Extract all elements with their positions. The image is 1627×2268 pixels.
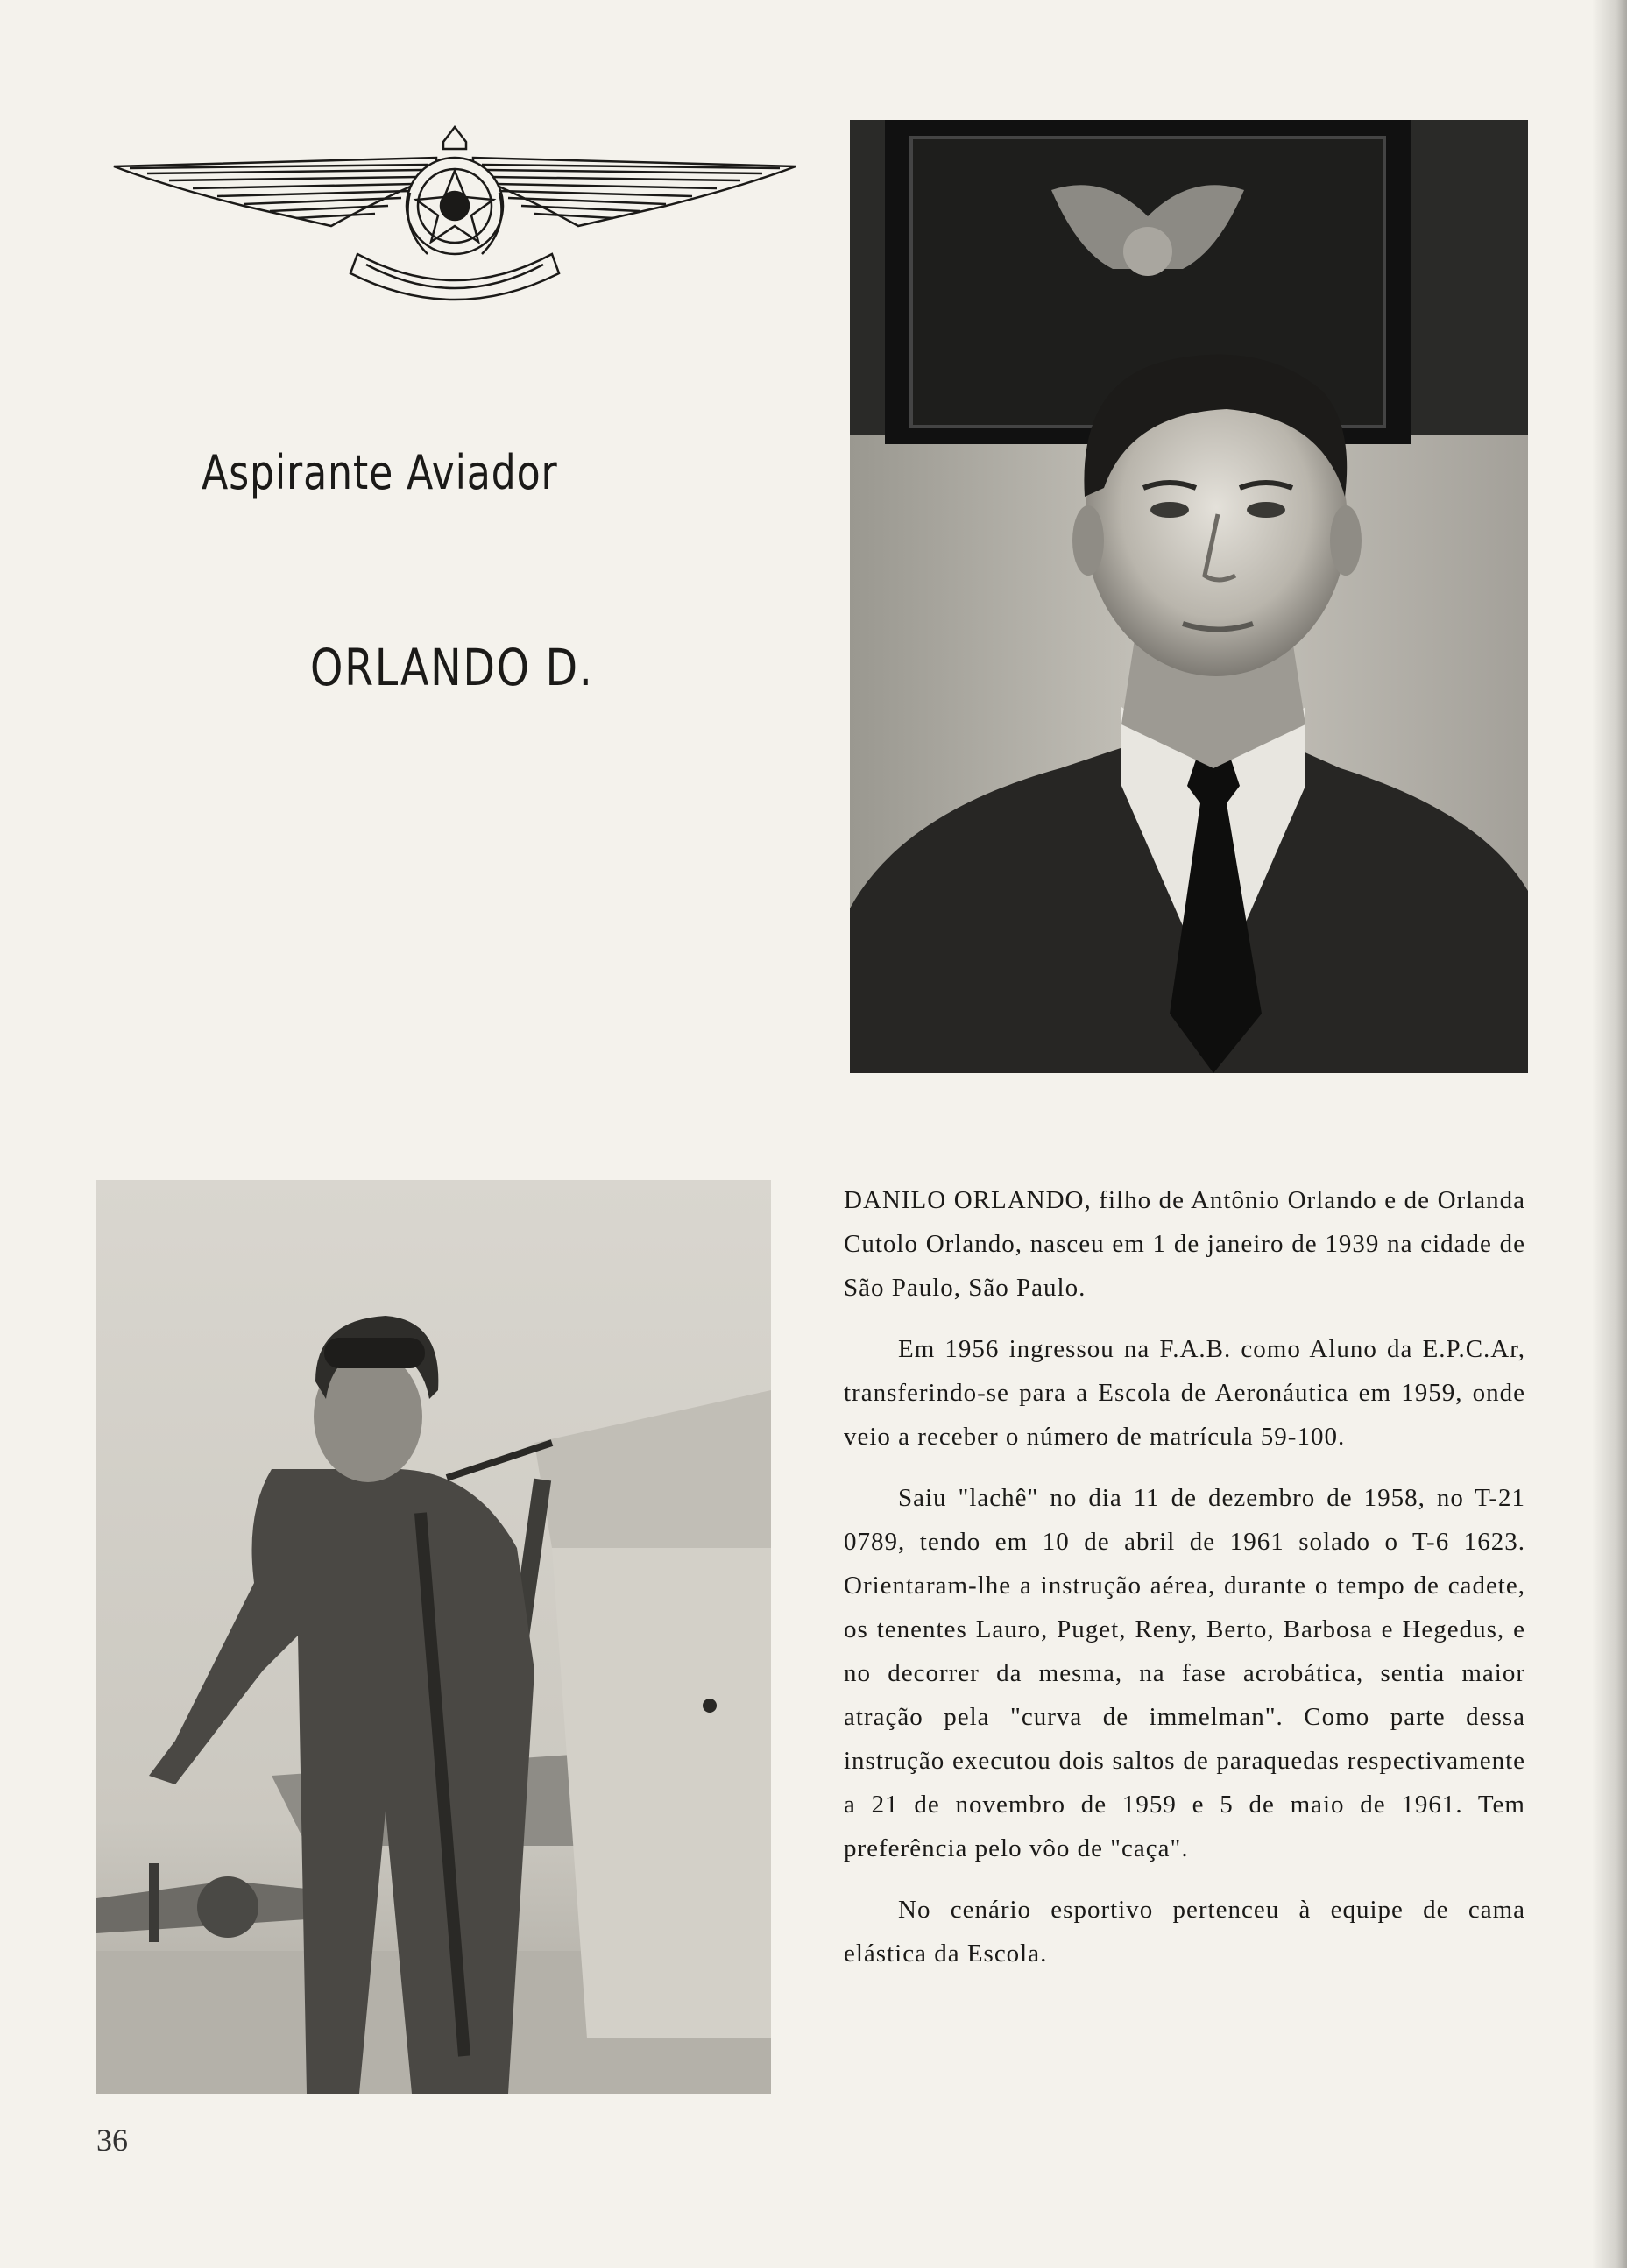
biography-text [844,1178,1525,1993]
bio-paragraph-birth: DANILO ORLANDO, filho de Antônio Orlando e de Orlanda Cutolo Orlando, nasceu em 1 de janeiro de 1939 na cidade de São Paulo, São Paulo. [844,1186,1525,1302]
page-edge-shadow [1592,0,1627,2268]
bio-paragraph-enlistment: Em 1956 ingressou na F.A.B. como Aluno da E.P.C.Ar, transferindo-se para a Escola de Aeronáutica em 1959, onde veio a receber o número de matrícula 59-100. [844,1335,1525,1451]
pilot-beside-aircraft-photo [96,1180,771,2094]
bio-paragraph-flight-training: Saiu "lachê" no dia 11 de dezembro de 1958, no T-21 0789, tendo em 10 de abril de 1961 solado o T-6 1623. Orientaram-lhe a instrução aérea, durante o tempo de cadete, os tenentes Lauro, Puget, Reny, Berto, Barbosa e Hegedus, e no decorrer da mesma, na fase acrobática, sentia maior atração pela "curva de immelman". Como parte dessa instrução executou dois saltos de paraquedas respectivamente a 21 de novembro de 1959 e 5 de maio de 1961. Tem preferência pelo vôo de "caça". [844,1484,1525,1862]
name-heading: ORLANDO D. [310,638,594,697]
air-force-wings-badge-icon [112,123,797,324]
rank-heading: Aspirante Aviador [202,445,558,500]
portrait-photo [850,120,1528,1073]
page-number: 36 [96,2123,128,2158]
bio-paragraph-sports: No cenário esportivo pertenceu à equipe de cama elástica da Escola. [844,1896,1525,1968]
